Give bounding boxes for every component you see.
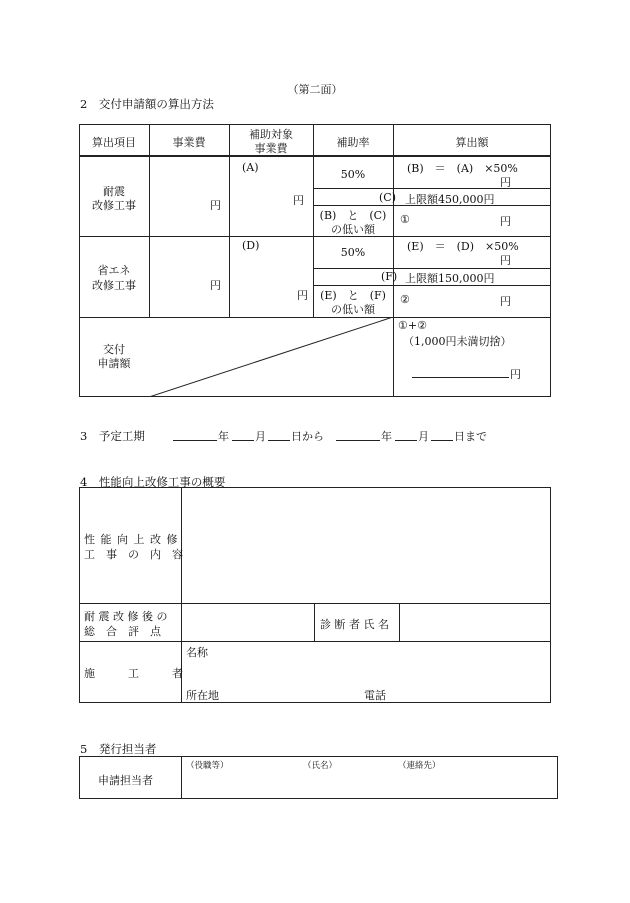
energy-cost-yen: 円 bbox=[210, 279, 221, 292]
header-rate: 補助率 bbox=[336, 136, 370, 149]
grant-note: （1,000円未満切捨） bbox=[403, 335, 512, 348]
builder-label: 施 工 者 bbox=[84, 667, 183, 680]
eval-label-2: 総 合 評 点 bbox=[84, 625, 161, 638]
energy-f-tag: (F) bbox=[381, 270, 398, 283]
header-subsidy-target-2: 事業費 bbox=[254, 142, 288, 155]
builder-name-label: 名称 bbox=[186, 646, 208, 659]
diagonal-strike bbox=[149, 317, 393, 397]
from-year: 年 bbox=[218, 430, 229, 443]
content-label-2: 工 事 の 内 容 bbox=[84, 548, 183, 561]
grant-label-2: 申請額 bbox=[97, 357, 131, 370]
contact-label: （連絡先） bbox=[398, 761, 441, 771]
energy-e-formula: (E) ＝ (D) ×50% bbox=[407, 240, 519, 253]
section-2-title: 2 交付申請額の算出方法 bbox=[80, 97, 214, 111]
energy-low-1: (E) と (F) bbox=[320, 289, 386, 302]
section-4-title: 4 性能向上改修工事の概要 bbox=[80, 475, 226, 489]
energy-circle-2: ② bbox=[400, 293, 410, 306]
energy-low-2: の低い額 bbox=[331, 303, 375, 316]
seismic-c-limit: 上限額450,000円 bbox=[405, 193, 495, 206]
seismic-a-label: (A) bbox=[242, 161, 259, 174]
seismic-circle-yen: 円 bbox=[500, 215, 511, 228]
seismic-b-yen: 円 bbox=[500, 176, 511, 189]
energy-circle-yen: 円 bbox=[500, 295, 511, 308]
energy-label-1: 省エネ bbox=[97, 264, 131, 277]
header-item: 算出項目 bbox=[92, 136, 136, 149]
seismic-c-tag: (C) bbox=[379, 191, 396, 204]
header-calc: 算出額 bbox=[455, 136, 489, 149]
seismic-label-1: 耐震 bbox=[103, 185, 125, 198]
energy-d-label: (D) bbox=[242, 239, 260, 252]
seismic-low-2: の低い額 bbox=[331, 223, 375, 236]
header-subsidy-target-1: 補助対象 bbox=[249, 128, 293, 141]
to-year: 年 bbox=[381, 430, 392, 443]
grant-sum: ①+② bbox=[398, 319, 427, 332]
section-5-title: 5 発行担当者 bbox=[80, 742, 157, 756]
from-day: 日から bbox=[291, 430, 324, 443]
person-label: （氏名） bbox=[303, 761, 338, 771]
seismic-circle-1: ① bbox=[400, 213, 410, 226]
seismic-low-1: (B) と (C) bbox=[319, 209, 387, 222]
energy-d-yen: 円 bbox=[297, 289, 308, 302]
content-label-1: 性 能 向 上 改 修 bbox=[84, 533, 179, 546]
seismic-label-2: 改修工事 bbox=[92, 199, 136, 212]
applicant-label: 申請担当者 bbox=[98, 774, 153, 787]
seismic-rate: 50% bbox=[340, 168, 366, 181]
seismic-cost-yen: 円 bbox=[210, 199, 221, 212]
energy-rate: 50% bbox=[340, 246, 366, 259]
to-day: 日まで bbox=[454, 430, 487, 443]
header-cost: 事業費 bbox=[172, 136, 206, 149]
seismic-a-yen: 円 bbox=[293, 194, 304, 207]
builder-phone-label: 電話 bbox=[364, 689, 386, 702]
energy-label-2: 改修工事 bbox=[92, 279, 136, 292]
energy-f-limit: 上限額150,000円 bbox=[405, 272, 495, 285]
seismic-b-formula: (B) ＝ (A) ×50% bbox=[407, 162, 518, 175]
position-label: （役職等） bbox=[186, 761, 229, 771]
builder-address-label: 所在地 bbox=[186, 689, 219, 702]
to-month: 月 bbox=[418, 430, 429, 443]
eval-label-1: 耐 震 改 修 後 の bbox=[84, 610, 168, 623]
from-month: 月 bbox=[255, 430, 266, 443]
grant-label-1: 交付 bbox=[103, 343, 125, 356]
diagnoser-label: 診 断 者 氏 名 bbox=[320, 618, 389, 631]
page-label: （第二面） bbox=[287, 83, 343, 96]
grant-yen: 円 bbox=[510, 368, 521, 381]
energy-e-yen: 円 bbox=[500, 254, 511, 267]
section-3-title: 3 予定工期 bbox=[80, 429, 145, 443]
